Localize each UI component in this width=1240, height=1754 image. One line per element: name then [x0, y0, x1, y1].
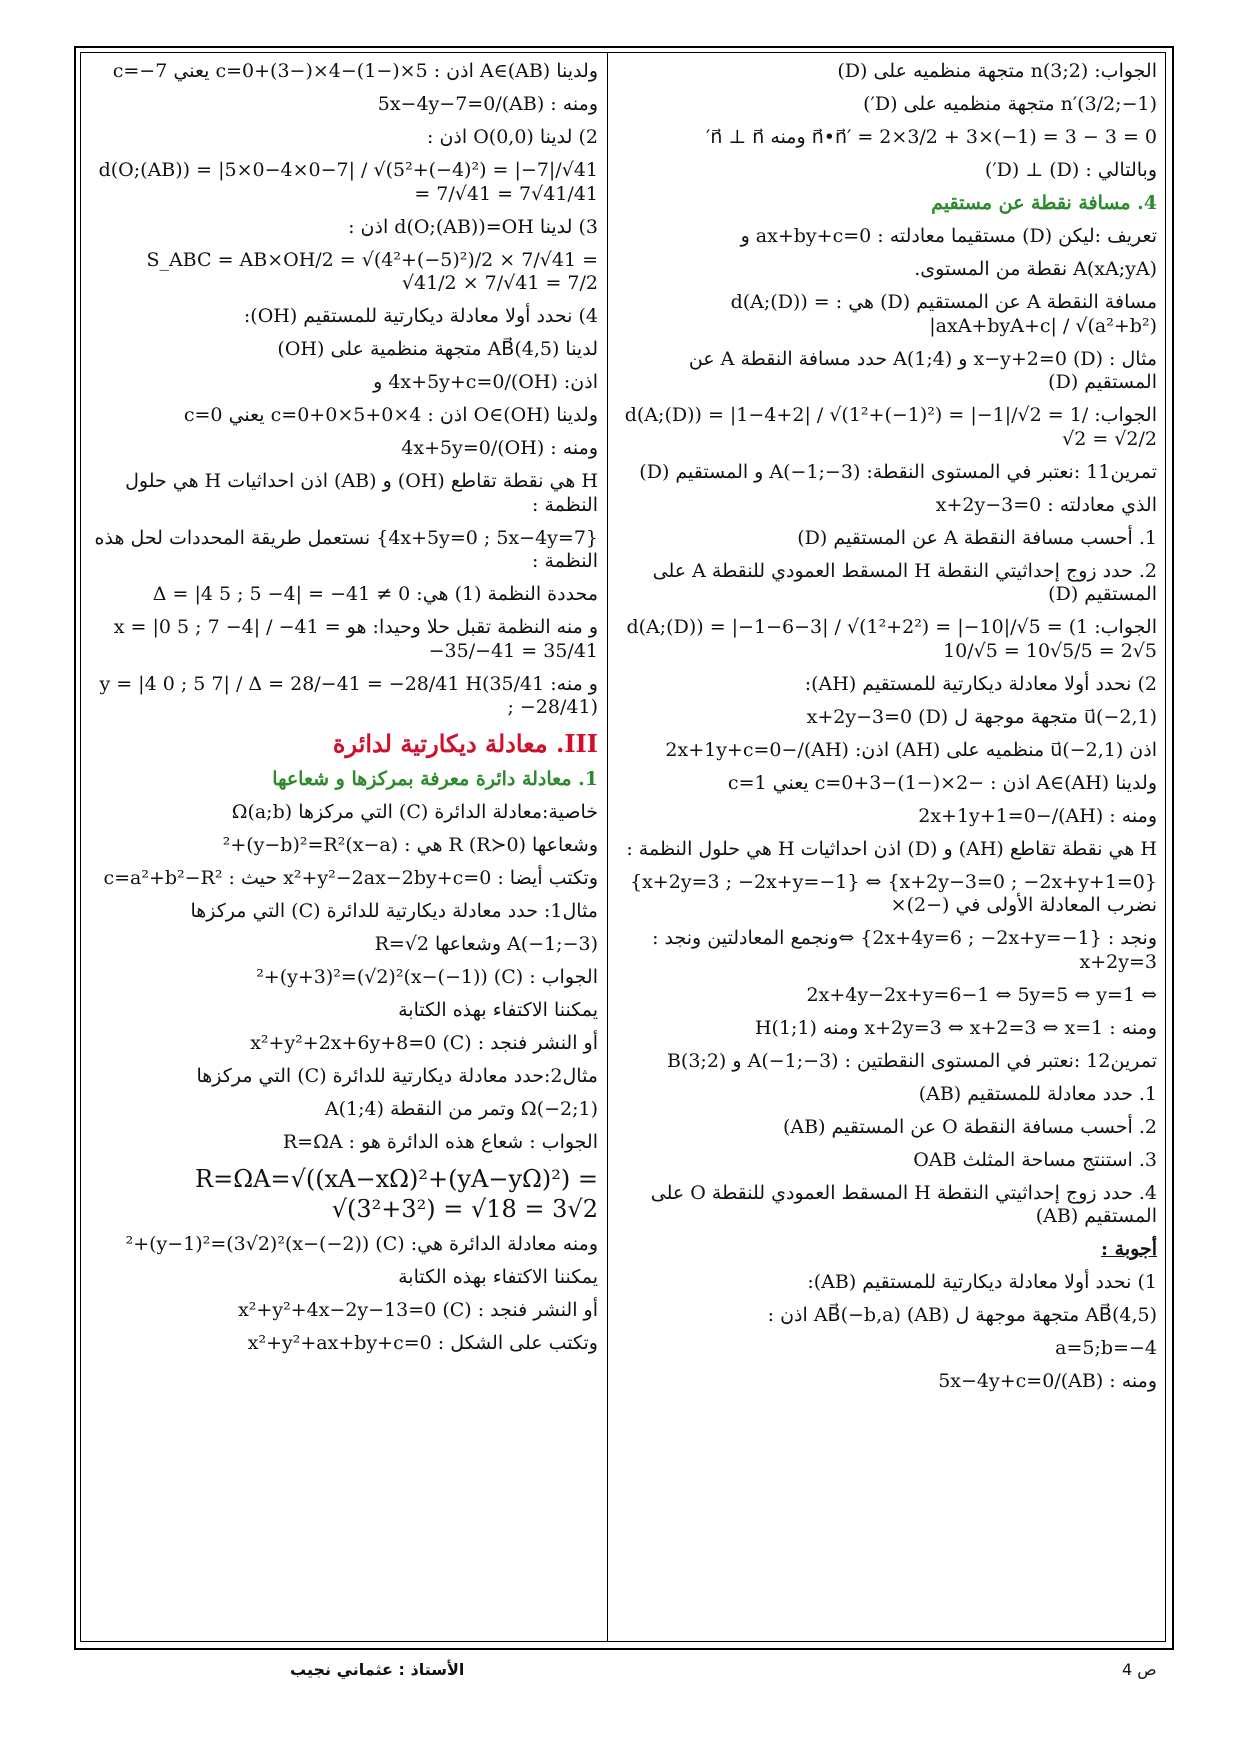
- example-2-note: يمكننا الاكتفاء بهذه الكتابة: [398, 1266, 598, 1288]
- solution-y: و منه: y = |4 0 ; 5 7| / Δ = 28/−41 = −28/41 H(35/41 ; −28/41): [99, 672, 598, 719]
- determinant: محددة النظمة (1) هي: Δ = |4 5 ; 5 −4| = −41 ≠ 0: [152, 583, 598, 605]
- left-column: [88, 60, 598, 1365]
- author-name: الأستاذ : عثماني نجيب: [290, 1660, 465, 1679]
- answer-ab-intro: 1) نحدد أولا معادلة ديكارتية للمستقيم (AB):: [807, 1271, 1157, 1293]
- exercise-11-q2: 2. حدد زوج إحداثيتي النقطة H المسقط العمودي للنقطة A على المستقيم (D): [652, 559, 1157, 606]
- point-h-result: ومنه : x+2y=3 ⇔ x+2=3 ⇔ x=1 ومنه H(1;1): [754, 1016, 1157, 1039]
- example-1-note: يمكننا الاكتفاء بهذه الكتابة: [398, 999, 598, 1021]
- dot-product-line: n⃗•n⃗′ = 2×3/2 + 3×(−1) = 3 − 3 = 0 ومنه n⃗ ⊥ n⃗′: [705, 126, 1157, 148]
- oh-constant: ولدينا O∈(OH) اذن : 4×0+5×0+c=0 يعني c=0: [183, 404, 598, 426]
- definition-line-2: A(xA;yA) نقطة من المستوى.: [914, 258, 1157, 280]
- column-divider: [607, 52, 608, 1642]
- exercise-11-equation: الذي معادلته : x+2y−3=0: [935, 493, 1157, 516]
- example-answer: الجواب: d(A;(D)) = |1−4+2| / √(1²+(−1)²) = |−1|/√2 = 1/√2 = √2/2: [624, 404, 1157, 450]
- perpendicular-conclusion: وبالتالي : (D) ⊥ (D′): [984, 159, 1157, 181]
- answer-ab-coeffs: a=5;b=−4: [1055, 1337, 1157, 1359]
- property-line-3: وتكتب أيضا : x²+y²−2ax−2by+c=0 حيث : c=a²+b²−R²: [103, 867, 598, 889]
- exercise-11-title: تمرين11 :نعتبر في المستوى النقطة: A(−1;−3) و المستقيم (D): [639, 460, 1157, 483]
- right-column: [617, 60, 1157, 1403]
- exercise-12-q1: 1. حدد معادلة للمستقيم (AB): [918, 1082, 1157, 1105]
- exercise-12-q2: 2. أحسب مسافة النقطة O عن المستقيم (AB): [782, 1115, 1157, 1138]
- exercise-12-q3: 3. استنتج مساحة المثلث OAB: [913, 1148, 1157, 1171]
- answer-normal-vector-d: الجواب: (2;3)n متجهة منظميه على (D): [837, 60, 1157, 82]
- oh-equation: ومنه : (OH)/4x+5y=0: [401, 437, 598, 459]
- oh-equals-distance: 3) لدينا d(O;(AB))=OH اذن :: [348, 215, 598, 238]
- section-heading-circle: III. معادلة ديكارتية لدائرة: [332, 729, 598, 758]
- ab-constant: ولدينا A∈(AB) اذن : 5×(−1)−4×(−3)+c=0 يعني c=−7: [112, 60, 598, 82]
- general-form: وتكتب على الشكل : x²+y²+ax+by+c=0: [247, 1332, 598, 1354]
- intersection-h: H هي نقطة تقاطع (AH) و (D) اذن احداثيات H هي حلول النظمة :: [626, 837, 1157, 860]
- distance-o-ab: d(O;(AB)) = |5×0−4×0−7| / √(5²+(−4)²) = |−7|/√41 = 7/√41 = 7√41/41: [98, 159, 598, 205]
- example-1-title: مثال1: حدد معادلة ديكارتية للدائرة (C) التي مركزها: [190, 900, 598, 922]
- system-2: ونجد : {2x+4y=6 ; −2x+y=−1} ⇔ونجمع المعادلتين ونجد : x+2y=3: [652, 927, 1157, 973]
- property-line-2: وشعاعها R (R≻0) هي : (x−a)²+(y−b)²=R²: [222, 834, 598, 856]
- example-2-title: مثال2:حدد معادلة ديكارتية للدائرة (C) التي مركزها: [196, 1065, 598, 1087]
- page-number: ص 4: [1122, 1660, 1157, 1679]
- example-distance: مثال : (D) x−y+2=0 و A(1;4) حدد مسافة النقطة A عن المستقيم (D): [688, 347, 1157, 394]
- solution-x: و منه النظمة تقبل حلا وحيدا: هو x = |0 5 ; 7 −4| / −41 = −35/−41 = 35/41: [113, 616, 598, 662]
- exercise-11-answer-2-intro: 2) نحدد أولا معادلة ديكارتية للمستقيم (AH):: [804, 672, 1157, 695]
- property-line-1: خاصية:معادلة الدائرة (C) التي مركزها Ω(a;b): [231, 801, 598, 823]
- answer-ab-equation: ومنه : (AB)/5x−4y+c=0: [938, 1370, 1157, 1392]
- exercise-12-q4: 4. حدد زوج إحداثيتي النقطة H المسقط العمودي للنقطة O على المستقيم (AB): [650, 1181, 1157, 1228]
- ah-constant: ولدينا A∈(AH) اذن : −2×(−1)−3+c=0 يعني c=1: [727, 771, 1157, 794]
- origin-point: 2) لدينا O(0,0) اذن :: [427, 126, 598, 148]
- oh-equation-form: اذن: (OH)/4x+5y+c=0 و: [373, 371, 598, 393]
- oh-intro: 4) نحدد أولا معادلة ديكارتية للمستقيم (OH):: [243, 305, 598, 327]
- ah-equation: ومنه : (AH)/−2x+1y+1=0: [918, 804, 1157, 827]
- normal-vector-d-prime: n′(3/2;−1) متجهة منظميه على (D′): [863, 93, 1157, 115]
- distance-formula: مسافة النقطة A عن المستقيم (D) هي : d(A;(D)) = |axA+byA+c| / √(a²+b²): [730, 291, 1157, 337]
- oh-normal-vector: لدينا AB⃗(4,5) متجهة منظمية على (OH): [277, 338, 598, 360]
- example-1-expanded: أو النشر فنجد : (C) x²+y²+2x+6y+8=0: [250, 1032, 598, 1054]
- system-left: {4x+5y=0 ; 5x−4y=7} نستعمل طريقة المحددات لحل هذه النظمة :: [94, 526, 598, 573]
- ab-equation: ومنه : (AB)/5x−4y−7=0: [377, 93, 598, 115]
- intersection-h-left: H هي نقطة تقاطع (OH) و (AB) اذن احداثيات H هي حلول النظمة :: [125, 470, 598, 516]
- answer-ab-vector: AB⃗(4,5) متجهة موجهة ل (AB) AB⃗(−b,a) اذن :: [767, 1304, 1157, 1326]
- example-1-data: A(−1;−3) وشعاعها R=√2: [374, 933, 598, 955]
- example-1-answer: الجواب : (C) (x−(−1))²+(y+3)²=(√2)²: [256, 966, 598, 988]
- ah-equation-form: اذن u⃗(−2,1) منظميه على (AH) اذن: (AH)/−2x+1y+c=0: [665, 738, 1157, 761]
- section-heading-distance: 4. مسافة نقطة عن مستقيم: [931, 192, 1157, 214]
- system-1: {x+2y−3=0 ; −2x+y+1=0} ⇔ {x+2y=3 ; −2x+y=−1} نضرب المعادلة الأولى في (−2)×: [630, 870, 1157, 917]
- example-2-answer: الجواب : شعاع هذه الدائرة هو : R=ΩA: [282, 1131, 598, 1153]
- answers-heading: أجوبة :: [1101, 1238, 1157, 1260]
- example-2-expanded: أو النشر فنجد : (C) x²+y²+4x−2y−13=0: [238, 1299, 598, 1321]
- definition-line-1: تعريف :ليكن (D) مستقيما معادلته : ax+by+c=0 و: [740, 225, 1157, 247]
- exercise-11-answer-1: الجواب: 1) d(A;(D)) = |−1−6−3| / √(1²+2²) = |−10|/√5 = 10/√5 = 10√5/5 = 2√5: [626, 616, 1157, 662]
- example-2-data: Ω(−2;1) وتمر من النقطة A(1;4): [324, 1098, 598, 1120]
- exercise-12-title: تمرين12 :نعتبر في المستوى النقطتين : A(−1;−3) و B(3;2): [666, 1049, 1157, 1072]
- system-solve-y: ⇔ 2x+4y−2x+y=6−1 ⇔ 5y=5 ⇔ y=1: [806, 983, 1157, 1006]
- subsection-heading-circle: 1. معادلة دائرة معرفة بمركزها و شعاعها: [272, 768, 598, 790]
- triangle-area: S_ABC = AB×OH/2 = √(4²+(−5)²)/2 × 7/√41 = √41/2 × 7/√41 = 7/2: [146, 248, 598, 295]
- radius-computation: R=ΩA=√((xA−xΩ)²+(yA−yΩ)²) = √(3²+3²) = √18 = 3√2: [195, 1165, 598, 1223]
- example-2-equation: ومنه معادلة الدائرة هي: (C) (x−(−2))²+(y−1)²=(3√2)²: [125, 1233, 598, 1255]
- exercise-11-q1: 1. أحسب مسافة النقطة A عن المستقيم (D): [797, 526, 1157, 549]
- direction-vector-line: u⃗(−2,1) متجهة موجهة ل (D) x+2y−3=0: [806, 705, 1157, 728]
